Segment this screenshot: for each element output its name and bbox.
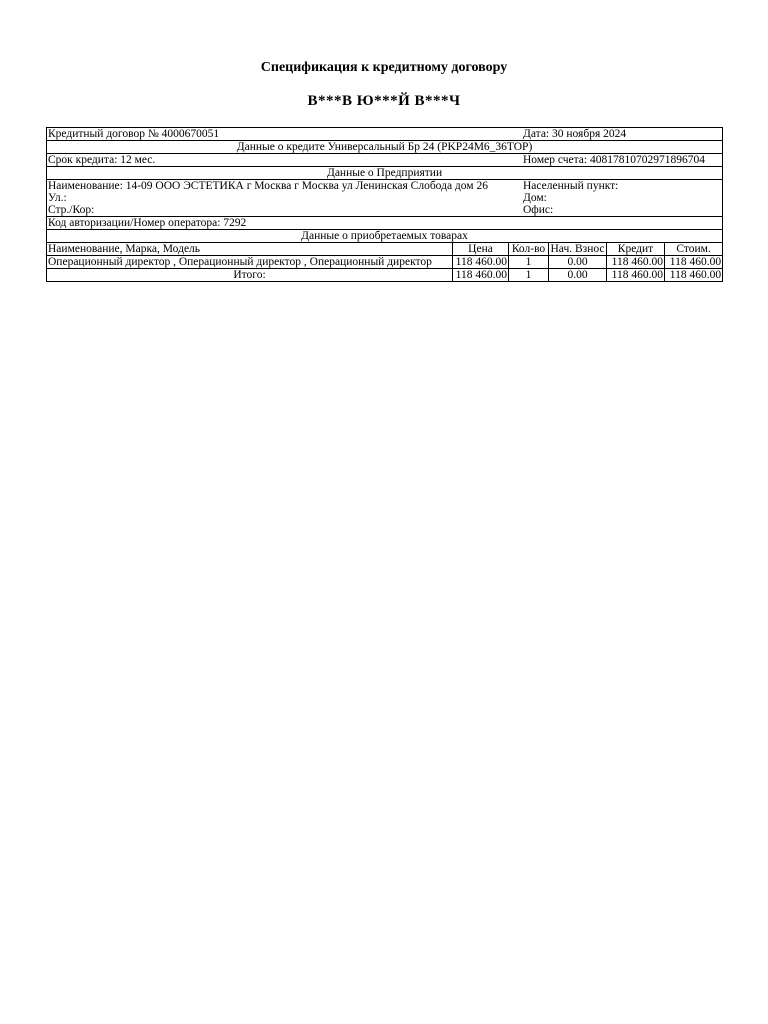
- term-row: [47, 154, 723, 167]
- credit-term: Срок кредита: 12 мес.: [48, 154, 156, 166]
- column-header-price: Цена: [453, 243, 509, 256]
- column-header-qty: Кол-во: [509, 243, 549, 256]
- total-price: 118 460.00: [453, 269, 509, 282]
- table-row: [47, 256, 723, 269]
- enterprise-name-row: [47, 180, 723, 193]
- auth-code: Код авторизации/Номер оператора: 7292: [47, 217, 723, 230]
- enterprise-header-row: [47, 167, 723, 180]
- goods-credit: 118 460.00: [607, 256, 665, 269]
- enterprise-locality: Населенный пункт:: [523, 180, 619, 192]
- enterprise-street: Ул.:: [48, 192, 67, 204]
- auth-row: [47, 217, 723, 230]
- enterprise-house: Дом:: [523, 192, 547, 204]
- enterprise-building-row: [47, 204, 723, 217]
- goods-price: 118 460.00: [453, 256, 509, 269]
- contract-date: Дата: 30 ноября 2024: [523, 128, 627, 140]
- enterprise-name: Наименование: 14-09 ООО ЭСТЕТИКА г Москва г Москва ул Ленинская Слобода дом 26: [48, 180, 488, 192]
- specification-table: [46, 127, 723, 282]
- goods-cost: 118 460.00: [665, 256, 723, 269]
- goods-header-row: [47, 230, 723, 243]
- client-name: В***В Ю***Й В***Ч: [307, 93, 461, 109]
- enterprise-building: Стр./Кор:: [48, 204, 95, 216]
- credit-info-row: [47, 141, 723, 154]
- goods-columns-row: [47, 243, 723, 256]
- total-credit: 118 460.00: [607, 269, 665, 282]
- goods-name: Операционный директор , Операционный директор , Операционный директор: [47, 256, 453, 269]
- total-label: Итого:: [47, 269, 453, 282]
- document-title: Спецификация к кредитному договору: [260, 60, 508, 75]
- total-qty: 1: [509, 269, 549, 282]
- enterprise-office: Офис:: [523, 204, 554, 216]
- credit-info-header: Данные о кредите Универсальный Бр 24 (PKP24M6_36TOP): [47, 141, 723, 154]
- column-header-cost: Стоим.: [665, 243, 723, 256]
- goods-header: Данные о приобретаемых товарах: [47, 230, 723, 243]
- column-header-credit: Кредит: [607, 243, 665, 256]
- total-row: [47, 269, 723, 282]
- total-down-payment: 0.00: [549, 269, 607, 282]
- goods-down-payment: 0.00: [549, 256, 607, 269]
- enterprise-header: Данные о Предприятии: [47, 167, 723, 180]
- column-header-down-payment: Нач. Взнос: [550, 243, 605, 255]
- contract-row: [47, 128, 723, 141]
- enterprise-street-row: [47, 192, 723, 204]
- column-header-name: Наименование, Марка, Модель: [47, 243, 453, 256]
- contract-number: Кредитный договор № 4000670051: [48, 128, 220, 140]
- total-cost: 118 460.00: [665, 269, 723, 282]
- account-number: Номер счета: 40817810702971896704: [523, 154, 705, 166]
- goods-qty: 1: [509, 256, 549, 269]
